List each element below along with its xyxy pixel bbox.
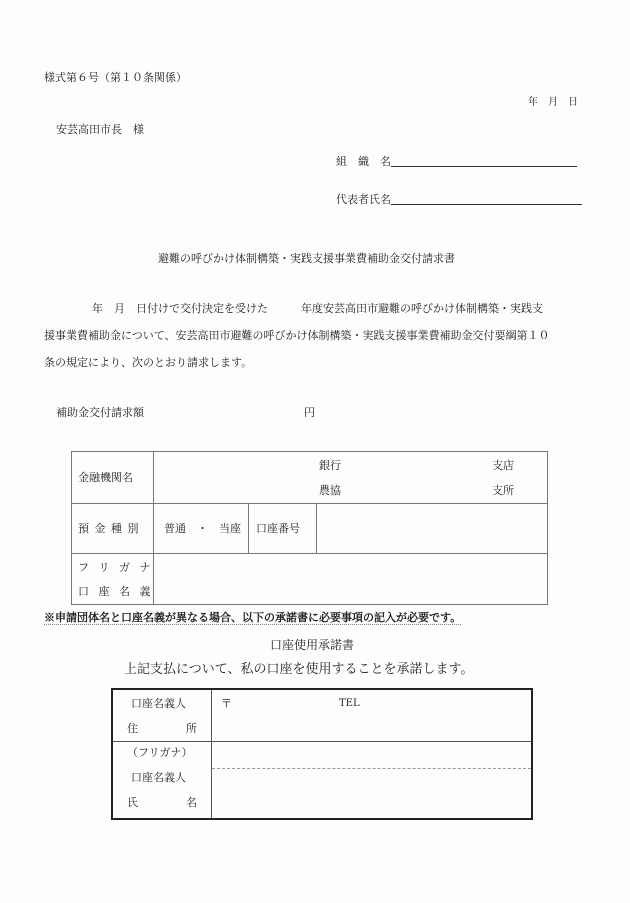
bank-table bbox=[71, 451, 548, 605]
address-field[interactable] bbox=[212, 690, 531, 741]
bank-label: 銀行 bbox=[319, 459, 341, 472]
account-number-label: 口座番号 bbox=[256, 522, 300, 535]
body-paragraph bbox=[44, 295, 584, 376]
org-name-row bbox=[336, 155, 577, 167]
col-divider bbox=[248, 503, 249, 553]
org-name-field[interactable] bbox=[391, 155, 577, 167]
branch-label: 支店 bbox=[492, 459, 514, 472]
form-number: 様式第６号（第１０条関係） bbox=[44, 71, 187, 84]
document-title: 避難の呼びかけ体制構築・実践支援事業費補助金交付請求書 bbox=[158, 252, 455, 265]
amount-label: 補助金交付請求額 bbox=[56, 406, 144, 419]
addressee: 安芸高田市長 様 bbox=[56, 123, 144, 136]
name-label: 氏 名 bbox=[127, 796, 197, 809]
furigana-field[interactable] bbox=[212, 742, 531, 768]
coop-branch-label: 支所 bbox=[492, 484, 514, 497]
institution-label: 金融機関名 bbox=[78, 471, 133, 484]
consent-statement: 上記支払について、私の口座を使用することを承諾します。 bbox=[124, 662, 474, 677]
account-name-field[interactable] bbox=[154, 554, 548, 604]
address-label: 住 所 bbox=[127, 722, 197, 735]
body-line: 年 月 日付けで交付決定を受けた 年度安芸高田市避難の呼びかけ体制構築・実践支 bbox=[92, 302, 543, 315]
representative-label: 代表者氏名 bbox=[336, 193, 391, 206]
furigana-label: フ リ ガ ナ bbox=[78, 561, 154, 574]
account-name-label: 口 座 名 義 bbox=[78, 585, 154, 598]
holder-name-label: 口座名義人 bbox=[131, 771, 186, 784]
representative-row bbox=[336, 193, 582, 205]
coop-label: 農協 bbox=[319, 484, 341, 497]
body-line: 条の規定により、次のとおり請求します。 bbox=[44, 356, 253, 369]
tel-label: TEL bbox=[339, 698, 360, 709]
furigana-label: （フリガナ） bbox=[127, 746, 193, 759]
note-text: ※申請団体名と口座名義が異なる場合、以下の承諾書に必要事項の記入が必要です。 bbox=[44, 611, 462, 624]
body-line: 援事業費補助金について、安芸高田市避難の呼びかけ体制構築・実践支援事業費補助金交付要綱第１０ bbox=[44, 329, 550, 342]
amount-unit: 円 bbox=[304, 406, 315, 419]
institution-field[interactable] bbox=[154, 452, 548, 503]
postal-mark-icon: 〒 bbox=[221, 697, 232, 710]
deposit-type-label: 預 金 種 別 bbox=[78, 522, 140, 535]
consent-table bbox=[111, 688, 533, 820]
representative-field[interactable] bbox=[391, 193, 582, 205]
org-name-label: 組 織 名 bbox=[336, 155, 391, 168]
holder-label: 口座名義人 bbox=[131, 697, 186, 710]
account-number-field[interactable] bbox=[317, 504, 548, 553]
date-label: 年 月 日 bbox=[528, 97, 578, 108]
deposit-type-options[interactable]: 普通 ・ 当座 bbox=[164, 522, 241, 535]
consent-title: 口座使用承諾書 bbox=[270, 638, 355, 652]
holder-name-field[interactable] bbox=[212, 769, 531, 818]
